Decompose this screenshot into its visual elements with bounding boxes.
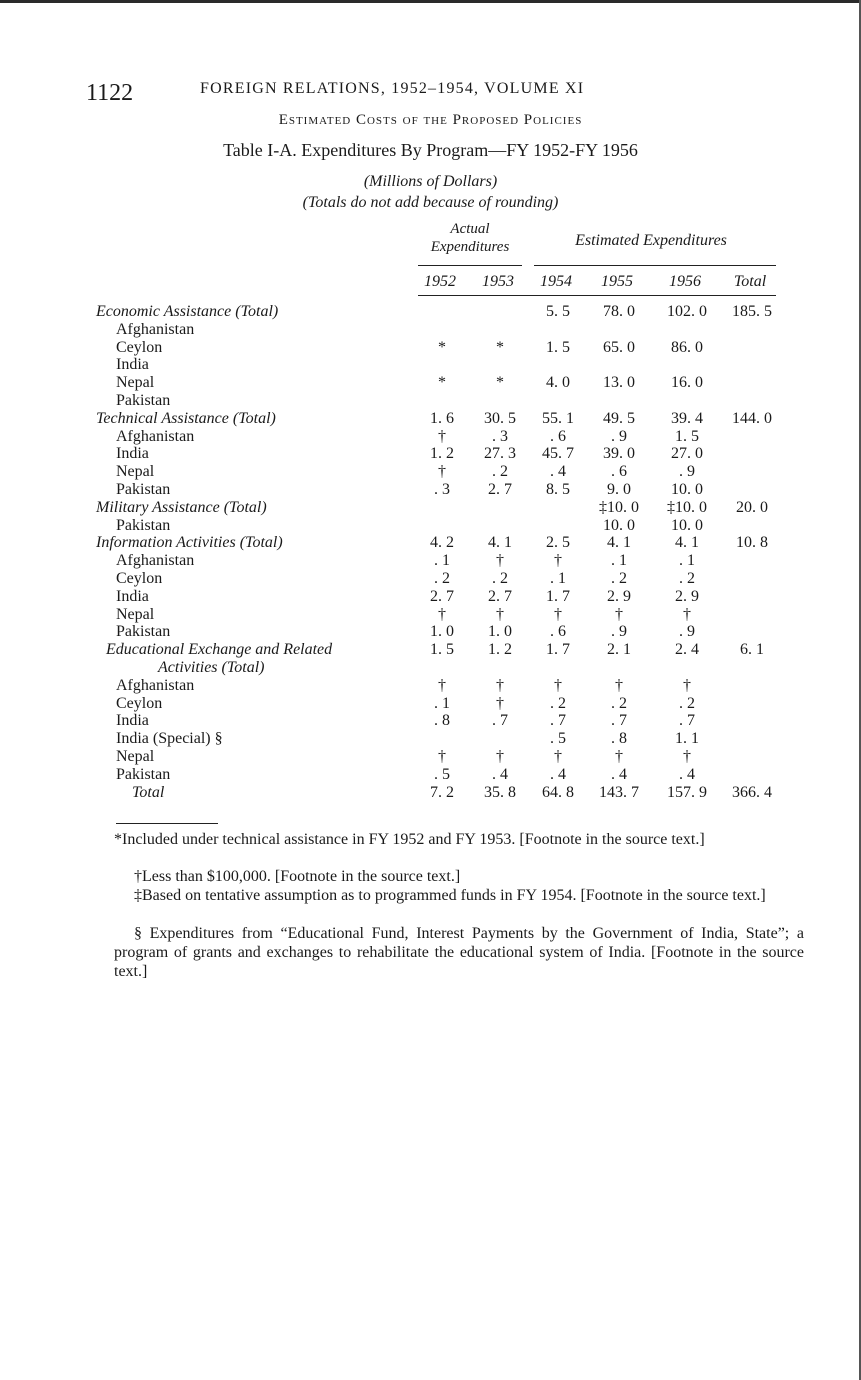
table-row-label: Nepal <box>116 374 155 392</box>
table-row-label: Pakistan <box>116 481 171 498</box>
table-cell: . 2 <box>679 694 695 712</box>
table-row-label: Pakistan <box>116 765 171 783</box>
table-cell: 2. 9 <box>607 587 631 605</box>
table-row-label: India <box>116 356 149 374</box>
table-cell: . 1 <box>434 552 450 570</box>
table-cell: 4. 1 <box>607 534 631 552</box>
column-header-1954: 1954 <box>540 273 572 290</box>
table-cell: 16. 0 <box>671 374 703 392</box>
table-cell: 7. 2 <box>430 783 454 801</box>
table-group-label: Military Assistance (Total) <box>96 498 267 516</box>
table-cell: . 4 <box>492 765 508 783</box>
table-row-label: Nepal <box>116 605 155 623</box>
table-cell: 4. 1 <box>675 534 699 552</box>
column-header-1955: 1955 <box>601 273 633 290</box>
table-cell: . 2 <box>679 570 695 587</box>
table-cell: † <box>438 463 446 481</box>
table-cell: 65. 0 <box>603 338 635 356</box>
table-cell: 102. 0 <box>667 303 707 320</box>
table-cell: † <box>496 694 504 712</box>
table-heading: Estimated Costs of the Proposed Policies <box>278 112 583 128</box>
table-cell: * <box>496 338 504 356</box>
table-row-label: India (Special) § <box>116 730 223 748</box>
table-cell: † <box>496 748 504 765</box>
table-cell: 6. 1 <box>740 641 764 659</box>
table-cell: . 8 <box>434 712 450 730</box>
table-cell: 55. 1 <box>542 409 574 427</box>
table-row-label: Pakistan <box>116 516 171 534</box>
table-cell: 1. 1 <box>675 730 699 748</box>
table-cell: . 6 <box>550 623 566 641</box>
table-cell: * <box>438 338 446 356</box>
table-cell: 20. 0 <box>736 498 768 516</box>
table-cell: 49. 5 <box>603 409 635 427</box>
table-cell: 2. 9 <box>675 587 699 605</box>
table-cell: . 8 <box>611 730 627 748</box>
table-cell: 1. 6 <box>430 409 454 427</box>
table-cell: 10. 0 <box>603 516 635 534</box>
table-total-label: Total <box>132 783 165 801</box>
table-group-label: Educational Exchange and Related <box>106 641 333 659</box>
table-cell: . 3 <box>434 481 450 498</box>
table-cell: . 1 <box>611 552 627 570</box>
table-cell: . 1 <box>679 552 695 570</box>
table-cell: † <box>438 427 446 445</box>
footnote-educational-fund: § Expenditures from “Educational Fund, Interest Payments by the Government of India, State”; a program of grants and exchanges to rehabilitate the educational system of India. [Footnote in the source text.] <box>114 925 804 980</box>
table-cell: 2. 7 <box>488 481 512 498</box>
table-cell: . 1 <box>434 694 450 712</box>
table-cell: * <box>438 374 446 392</box>
table-cell: 1. 5 <box>675 427 699 445</box>
table-cell: 1. 7 <box>546 641 570 659</box>
table-cell: 1. 0 <box>488 623 512 641</box>
table-row-label: Ceylon <box>116 694 163 712</box>
table-row-label: Afghanistan <box>116 676 195 694</box>
table-cell: 10. 8 <box>736 534 768 552</box>
table-cell: 1. 5 <box>430 641 454 659</box>
table-cell: 144. 0 <box>732 409 772 427</box>
table-group-label-continued: Activities (Total) <box>158 659 265 676</box>
table-cell: ‡10. 0 <box>599 498 639 516</box>
table-cell: . 5 <box>550 730 566 748</box>
table-cell: † <box>683 748 691 765</box>
table-cell: . 7 <box>550 712 566 730</box>
table-cell: 10. 0 <box>671 516 703 534</box>
footnote-tentative: ‡Based on tentative assumption as to programmed funds in FY 1954. [Footnote in the source text.] <box>134 887 766 904</box>
table-cell: 39. 4 <box>671 409 703 427</box>
table-group-label: Technical Assistance (Total) <box>96 409 276 427</box>
running-head: FOREIGN RELATIONS, 1952–1954, VOLUME XI <box>200 80 585 97</box>
table-cell: 2. 5 <box>546 534 570 552</box>
footnote-included: *Included under technical assistance in FY 1952 and FY 1953. [Footnote in the source text.] <box>114 831 705 848</box>
actual-expenditures-header: Actual Expenditures <box>430 221 510 255</box>
table-cell: . 7 <box>611 712 627 730</box>
page-top-edge <box>0 0 861 3</box>
table-row-label: Afghanistan <box>116 552 195 570</box>
table-cell: † <box>554 676 562 694</box>
table-cell: . 7 <box>679 712 695 730</box>
table-cell: 8. 5 <box>546 481 570 498</box>
table-cell: 45. 7 <box>542 445 574 463</box>
table-row-label: Nepal <box>116 748 155 765</box>
table-cell: † <box>438 676 446 694</box>
table-cell: 1. 2 <box>488 641 512 659</box>
table-cell: † <box>554 748 562 765</box>
table-cell: 86. 0 <box>671 338 703 356</box>
table-group-label: Information Activities (Total) <box>96 534 283 552</box>
estimated-header-rule <box>534 265 776 266</box>
table-cell: † <box>554 605 562 623</box>
column-header-1953: 1953 <box>482 273 514 290</box>
table-title: Table I-A. Expenditures By Program—FY 1952-FY 1956 <box>223 140 638 160</box>
table-cell: . 2 <box>492 463 508 481</box>
table-cell: . 4 <box>679 765 695 783</box>
table-cell: 185. 5 <box>732 303 772 320</box>
table-row-label: Afghanistan <box>116 427 195 445</box>
table-cell: 1. 2 <box>430 445 454 463</box>
table-cell: † <box>683 605 691 623</box>
table-cell: 2. 1 <box>607 641 631 659</box>
table-cell: † <box>496 552 504 570</box>
table-row-label: India <box>116 445 149 463</box>
table-cell: . 2 <box>611 570 627 587</box>
table-row-label: Ceylon <box>116 570 163 587</box>
table-cell: . 4 <box>550 463 566 481</box>
table-cell: * <box>496 374 504 392</box>
table-cell: 27. 3 <box>484 445 516 463</box>
table-cell: 4. 0 <box>546 374 570 392</box>
table-cell: . 2 <box>550 694 566 712</box>
page-number: 1122 <box>86 80 134 106</box>
table-cell: 2. 7 <box>488 587 512 605</box>
table-cell: 1. 7 <box>546 587 570 605</box>
table-cell: . 7 <box>492 712 508 730</box>
table-cell: . 2 <box>611 694 627 712</box>
table-cell: 4. 2 <box>430 534 454 552</box>
table-cell: † <box>554 552 562 570</box>
table-cell: 27. 0 <box>671 445 703 463</box>
table-cell: † <box>496 605 504 623</box>
table-cell: 2. 7 <box>430 587 454 605</box>
table-cell: † <box>438 748 446 765</box>
table-cell: 35. 8 <box>484 783 516 801</box>
table-cell: † <box>615 676 623 694</box>
table-cell: ‡10. 0 <box>667 498 707 516</box>
table-cell: 39. 0 <box>603 445 635 463</box>
table-row-label: Afghanistan <box>116 320 195 338</box>
column-header-1956: 1956 <box>669 273 701 290</box>
column-header-rule <box>418 295 776 296</box>
table-group-label: Economic Assistance (Total) <box>96 303 279 320</box>
table-rounding-note: (Totals do not add because of rounding) <box>302 194 559 211</box>
table-row-label: India <box>116 587 149 605</box>
table-cell: 2. 4 <box>675 641 699 659</box>
table-cell: 30. 5 <box>484 409 516 427</box>
table-cell: 13. 0 <box>603 374 635 392</box>
table-cell: . 5 <box>434 765 450 783</box>
table-row-label: Pakistan <box>116 623 171 641</box>
table-row-label: Ceylon <box>116 338 163 356</box>
table-cell: † <box>496 676 504 694</box>
estimated-expenditures-header: Estimated Expenditures <box>575 232 727 249</box>
table-units: (Millions of Dollars) <box>363 173 498 190</box>
table-cell: 78. 0 <box>603 303 635 320</box>
footnote-less-than: †Less than $100,000. [Footnote in the source text.] <box>134 868 461 885</box>
footnote-rule <box>116 823 218 824</box>
table-cell: 1. 0 <box>430 623 454 641</box>
table-cell: † <box>615 748 623 765</box>
table-row-label: Pakistan <box>116 392 171 409</box>
table-cell: . 9 <box>611 427 627 445</box>
table-cell: . 1 <box>550 570 566 587</box>
table-cell: . 9 <box>679 623 695 641</box>
column-header-1952: 1952 <box>424 273 456 290</box>
table-cell: . 2 <box>492 570 508 587</box>
table-cell: 9. 0 <box>607 481 631 498</box>
table-cell: 5. 5 <box>546 303 570 320</box>
table-cell: 143. 7 <box>599 783 639 801</box>
table-cell: . 2 <box>434 570 450 587</box>
table-cell: 366. 4 <box>732 783 772 801</box>
table-cell: . 9 <box>679 463 695 481</box>
table-cell: . 4 <box>611 765 627 783</box>
column-header-total: Total <box>733 273 767 290</box>
table-cell: . 9 <box>611 623 627 641</box>
table-cell: 10. 0 <box>671 481 703 498</box>
table-row-label: Nepal <box>116 463 155 481</box>
table-cell: † <box>438 605 446 623</box>
table-row-label: India <box>116 712 149 730</box>
table-cell: . 6 <box>550 427 566 445</box>
table-cell: 4. 1 <box>488 534 512 552</box>
table-cell: † <box>683 676 691 694</box>
table-cell: . 3 <box>492 427 508 445</box>
actual-header-rule <box>418 265 522 266</box>
table-cell: . 4 <box>550 765 566 783</box>
table-cell: 64. 8 <box>542 783 574 801</box>
table-cell: 157. 9 <box>667 783 707 801</box>
table-cell: . 6 <box>611 463 627 481</box>
table-cell: 1. 5 <box>546 338 570 356</box>
table-cell: † <box>615 605 623 623</box>
